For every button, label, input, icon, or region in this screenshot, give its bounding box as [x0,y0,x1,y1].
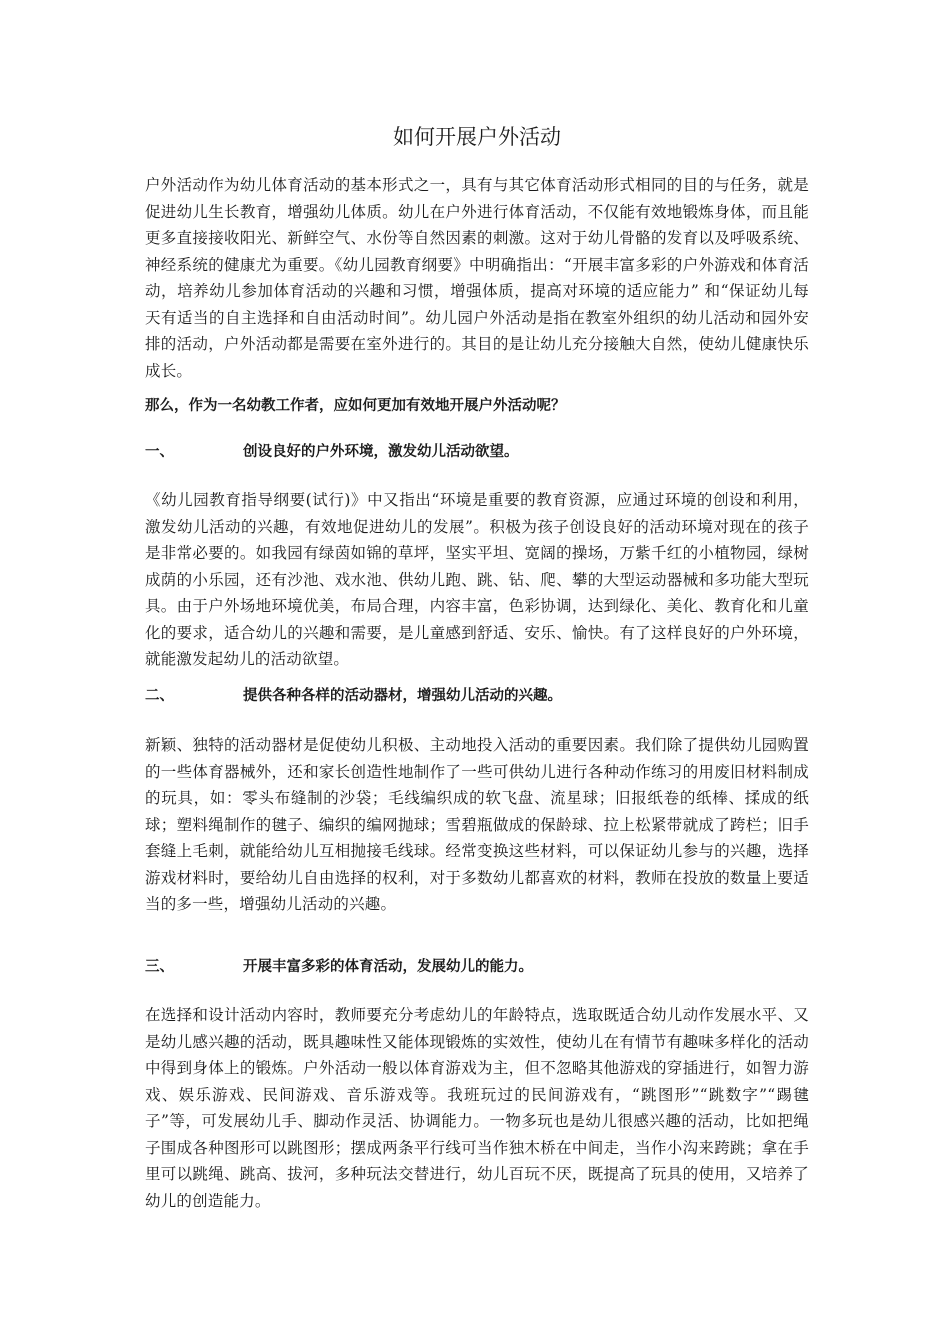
question-line: 那么，作为一名幼教工作者，应如何更加有效地开展户外活动呢？ [145,398,566,414]
section-number: 二、 [145,688,174,704]
section-number: 一、 [145,444,174,460]
section-heading-2 [145,684,809,708]
section-body-3: 在选择和设计活动内容时，教师要充分考虑幼儿的年龄特点，选取既适合幼儿动作发展水平、又是幼儿感兴趣的活动，既具趣味性又能体现锻炼的实效性，使幼儿在有情节有趣味多样化的活动中得到身体上的锻炼。户外活动一般以体育游戏为主，但不忽略其他游戏的穿插进行，如智力游戏、娱乐游戏、民间游戏、音乐游戏等。我班玩过的民间游戏有，“跳图形”“跳数字”“踢毽子”等，可发展幼儿手、脚动作灵活、协调能力。一物多玩也是幼儿很感兴趣的活动，比如把绳子围成各种图形可以跳图形；摆成两条平行线可当作独木桥在中间走，当作小沟来跨跳；拿在手里可以跳绳、跳高、拔河，多种玩法交替进行，幼儿百玩不厌，既提高了玩具的使用，又培养了幼儿的创造能力。 [145,1006,809,1210]
document-title: 如何开展户外活动 [393,125,561,149]
section-heading-1 [145,440,809,464]
section-heading-text: 提供各种各样的活动器材，增强幼儿活动的兴趣。 [243,688,562,704]
section-heading-text: 开展丰富多彩的体育活动，发展幼儿的能力。 [243,959,533,975]
section-number: 三、 [145,959,174,975]
section-body-2: 新颖、独特的活动器材是促使幼儿积极、主动地投入活动的重要因素。我们除了提供幼儿园购置的一些体育器械外，还和家长创造性地制作了一些可供幼儿进行各种动作练习的用废旧材料制成的玩具，如：零头布缝制的沙袋；毛线编织成的软飞盘、流星球；旧报纸卷的纸棒、揉成的纸球；塑料绳制作的毽子、编织的编网抛球；雪碧瓶做成的保龄球、拉上松紧带就成了跨栏；旧手套缝上毛刺，就能给幼儿互相抛接毛线球。经常变换这些材料，可以保证幼儿参与的兴趣，选择游戏材料时，要给幼儿自由选择的权利，对于多数幼儿都喜欢的材料，教师在投放的数量上要适当的多一些，增强幼儿活动的兴趣。 [145,736,809,913]
intro-paragraph: 户外活动作为幼儿体育活动的基本形式之一，具有与其它体育活动形式相同的目的与任务，就是促进幼儿生长教育，增强幼儿体质。幼儿在户外进行体育活动，不仅能有效地锻炼身体，而且能更多直接接收阳光、新鲜空气、水份等自然因素的刺激。这对于幼儿骨骼的发育以及呼吸系统、神经系统的健康尤为重要。《幼儿园教育纲要》中明确指出：“开展丰富多彩的户外游戏和体育活动，培养幼儿参加体育活动的兴趣和习惯，增强体质，提高对环境的适应能力” 和“保证幼儿每天有适当的自主选择和自由活动时间”。幼儿园户外活动是指在教室外组织的幼儿活动和园外安排的活动，户外活动都是需要在室外进行的。其目的是让幼儿充分接触大自然，使幼儿健康快乐成长。 [145,176,809,380]
section-heading-text: 创设良好的户外环境，激发幼儿活动欲望。 [243,444,519,460]
section-heading-3 [145,955,809,979]
section-body-1: 《幼儿园教育指导纲要(试行)》中又指出“环境是重要的教育资源，应通过环境的创设和利用，激发幼儿活动的兴趣，有效地促进幼儿的发展”。积极为孩子创设良好的活动环境对现在的孩子是非常必要的。如我园有绿茵如锦的草坪，坚实平坦、宽阔的操场，万紫千红的小植物园，绿树成荫的小乐园，还有沙池、戏水池、供幼儿跑、跳、钻、爬、攀的大型运动器械和多功能大型玩具。由于户外场地环境优美，布局合理，内容丰富，色彩协调，达到绿化、美化、教育化和儿童化的要求，适合幼儿的兴趣和需要，是儿童感到舒适、安乐、愉快。有了这样良好的户外环境，就能激发起幼儿的活动欲望。 [145,491,809,668]
